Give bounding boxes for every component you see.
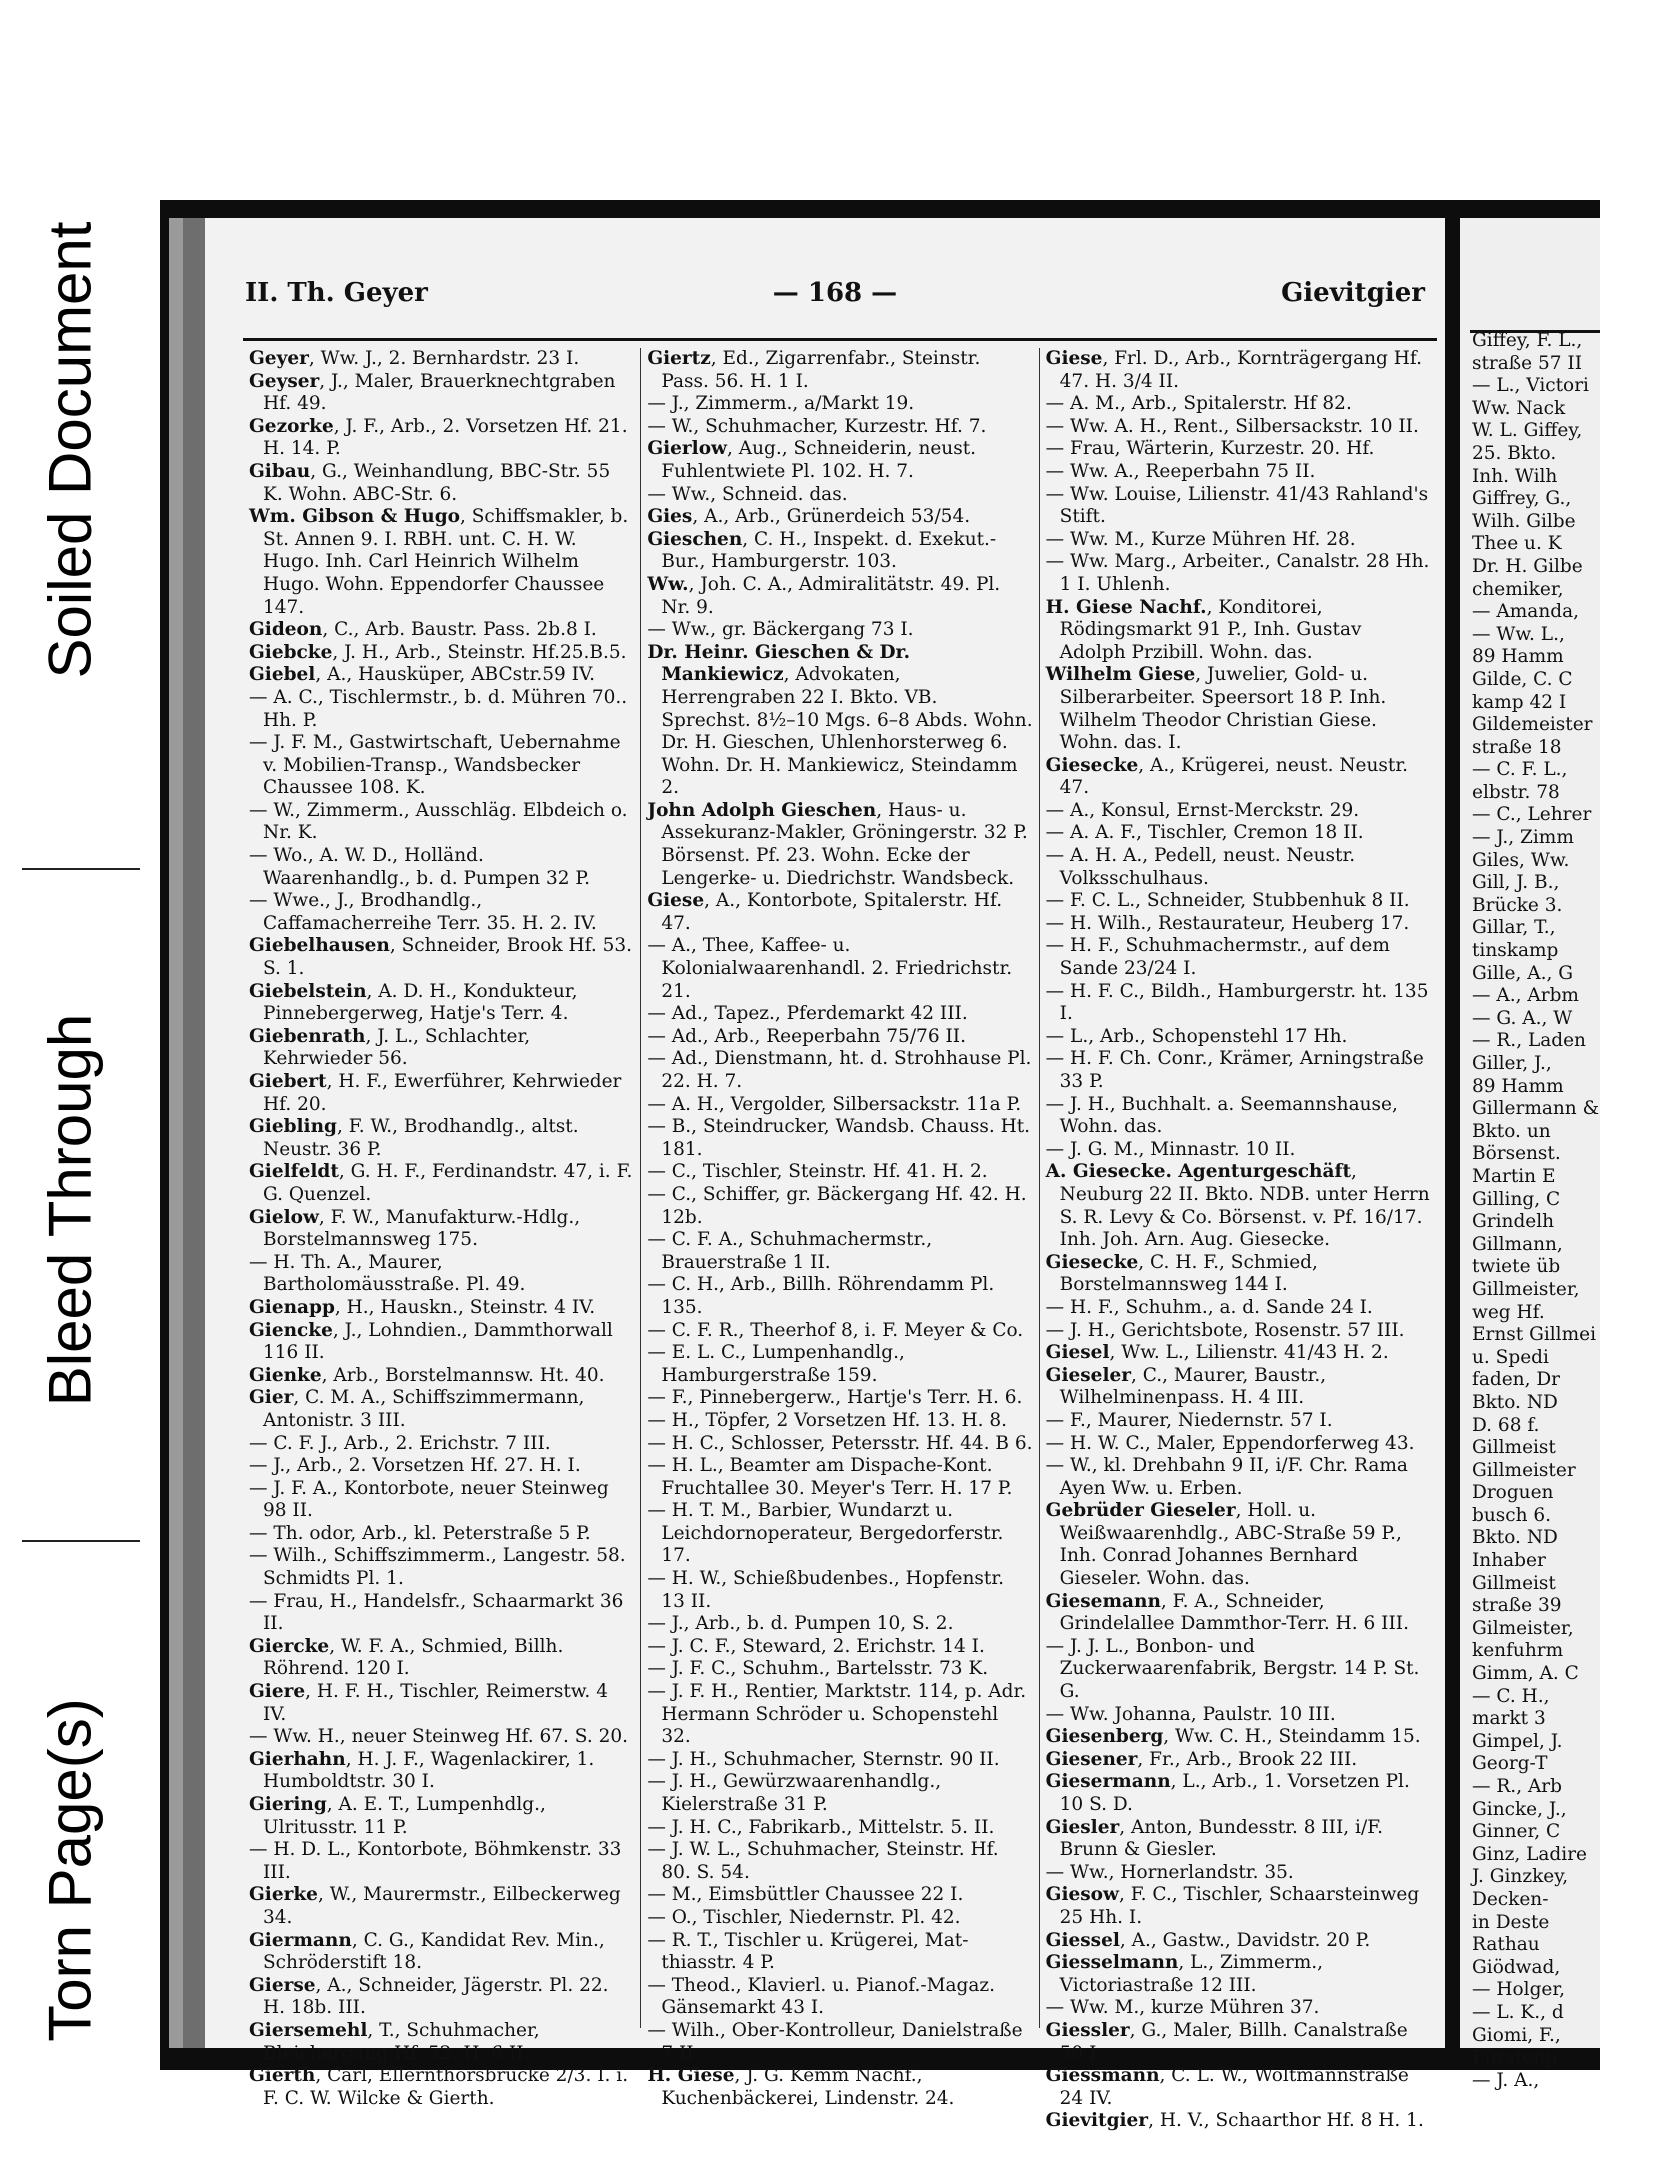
fragment-line: Inh. Wilh: [1472, 465, 1558, 487]
directory-entry: — A., Thee, Kaffee- u. Kolonialwaarenhandl. 2. Friedrichstr. 21.: [647, 935, 1013, 1002]
directory-entry: John Adolph Gieschen, Haus- u. Assekuranz-Makler, Gröningerstr. 32 P. Börsenst. Pf. 23. Wohn. Ecke der Lengerke- u. Diedrichstr. Wandsbeck.: [647, 799, 1028, 889]
adjacent-column: [1472, 330, 1672, 2092]
fragment-line: twiete üb: [1472, 1256, 1561, 1278]
stamp-divider: [22, 868, 140, 870]
directory-entry: — C. H., Arb., Billh. Röhrendamm Pl. 135.: [647, 1274, 995, 1318]
directory-entry: Giertz, Ed., Zigarrenfabr., Steinstr. Pass. 56. H. 1 I.: [647, 348, 981, 392]
fragment-line: Giödwad,: [1472, 1956, 1561, 1978]
fragment-line: — L., Victori: [1472, 375, 1589, 397]
fragment-line: — Amanda,: [1472, 601, 1579, 623]
fragment-line: D. 68 f.: [1472, 1414, 1540, 1436]
directory-entry: — J. C. F., Steward, 2. Erichstr. 14 I.: [647, 1635, 985, 1657]
directory-entry: Gies, A., Arb., Grünerdeich 53/54.: [647, 506, 971, 528]
fragment-line: Ww. Nack: [1472, 397, 1566, 419]
fragment-line: Gill, J. B.,: [1472, 872, 1560, 894]
fragment-line: straße 57 II: [1472, 352, 1583, 374]
fragment-line: Bkto. ND: [1472, 1391, 1558, 1413]
directory-entry: — J. H., Gewürzwaarenhandlg., Kielerstraße 31 P.: [647, 1771, 942, 1815]
directory-entry: — J. H., Buchhalt. a. Seemannshause, Wohn. das.: [1045, 1093, 1398, 1138]
fragment-line: elbstr. 78: [1472, 781, 1560, 803]
fragment-line: Gincke, J.,: [1472, 1798, 1567, 1820]
directory-entry: A. Giesecke. Agenturgeschäft, Neuburg 22 II. Bkto. NDB. unter Herrn S. R. Levy & Co. Börsenst. v. Pf. 16/17. Inh. Joh. Arn. Aug. Giesecke.: [1045, 1161, 1430, 1251]
fragment-line: Gillar, T.,: [1472, 917, 1556, 939]
fragment-line: Giles, Ww.: [1472, 849, 1570, 871]
directory-entry: — H. L., Beamter am Dispache-Kont. Fruchtallee 30. Meyer's Terr. H. 17 P.: [647, 1455, 1013, 1499]
directory-entry: — B., Steindrucker, Wandsb. Chauss. Ht. 181.: [647, 1116, 1031, 1160]
fragment-line: in Deste: [1472, 1911, 1550, 1933]
directory-entry: — C., Schiffer, gr. Bäckergang Hf. 42. H. 12b.: [647, 1183, 1027, 1228]
directory-entry: — H. F. C., Bildh., Hamburgerstr. ht. 135 I.: [1045, 980, 1429, 1025]
running-head-left: II. Th. Geyer: [245, 278, 428, 308]
directory-entry: Gierth, Carl, Ellernthorsbrücke 2/3. I. i. F. C. W. Wilcke & Gierth.: [249, 2065, 629, 2109]
fragment-line: Giffey, F. L.,: [1472, 330, 1583, 351]
fragment-line: Gillmeister,: [1472, 1278, 1580, 1300]
directory-entry: — H. Th. A., Maurer, Bartholomäusstraße. Pl. 49.: [249, 1251, 526, 1296]
fragment-line: J. Ginzkey,: [1472, 1866, 1569, 1888]
stamp-divider: [22, 1540, 140, 1542]
directory-entry: Giebling, F. W., Brodhandlg., altst. Neustr. 36 P.: [249, 1116, 579, 1160]
directory-entry: Giese, Frl. D., Arb., Kornträgergang Hf. 47. H. 3/4 II.: [1045, 348, 1422, 392]
directory-entry: — J., Arb., b. d. Pumpen 10, S. 2.: [647, 1613, 954, 1635]
directory-entry: — R. T., Tischler u. Krügerei, Mat-thiasstr. 4 P.: [647, 1929, 969, 1974]
fragment-line: u. Spedi: [1472, 1346, 1549, 1368]
fragment-line: Droguen: [1472, 1482, 1554, 1504]
directory-entry: — Ad., Tapez., Pferdemarkt 42 III.: [647, 1003, 968, 1025]
directory-entry: Giebelstein, A. D. H., Kondukteur, Pinnebergerweg, Hatje's Terr. 4.: [249, 980, 578, 1025]
fragment-line: Bkto. un: [1472, 1120, 1551, 1142]
directory-entry: — H. W., Schießbudenbes., Hopfenstr. 13 II.: [647, 1568, 1005, 1612]
fragment-line: Börsenst.: [1472, 1143, 1561, 1165]
directory-entry: Dr. Heinr. Gieschen & Dr. Mankiewicz, Advokaten, Herrengraben 22 I. Bkto. VB. Sprechst. 8½–10 Mgs. 6–8 Abds. Wohn. Dr. H. Gieschen, Uhlenhorsterweg 6. Wohn. Dr. H. Mankiewicz, Steindamm 2.: [647, 641, 1033, 799]
directory-entry: — A. M., Arb., Spitalerstr. Hf 82.: [1045, 393, 1352, 415]
directory-entry: Gebrüder Gieseler, Holl. u. Weißwaarenhdlg., ABC-Straße 59 P., Inh. Conrad Johannes Bernhard Gieseler. Wohn. das.: [1045, 1500, 1402, 1590]
directory-entry: — J. G. M., Minnastr. 10 II.: [1045, 1138, 1296, 1160]
directory-entry: Gieschen, C. H., Inspekt. d. Exekut.-Bur., Hamburgerstr. 103.: [647, 528, 997, 573]
directory-entry: Giebelhausen, Schneider, Brook Hf. 53. S. 1.: [249, 935, 633, 980]
fragment-line: Rathau: [1472, 1934, 1540, 1956]
directory-entry: Giesenberg, Ww. C. H., Steindamm 15.: [1045, 1726, 1421, 1748]
directory-entry: — C. F. J., Arb., 2. Erichstr. 7 III.: [249, 1432, 551, 1454]
running-head-right: Gievitgier: [1281, 278, 1425, 308]
adjacent-page-fragment: [1460, 218, 1600, 2091]
directory-entry: Wilhelm Giese, Juwelier, Gold- u. Silberarbeiter. Speersort 18 P. Inh. Wilhelm Theodor Christian Giese. Wohn. das. I.: [1045, 664, 1387, 754]
condition-stamps: [0, 0, 140, 2177]
directory-entry: — Wilh., Schiffszimmerm., Langestr. 58. Schmidts Pl. 1.: [249, 1545, 626, 1590]
directory-entry: Gielfeldt, G. H. F., Ferdinandstr. 47, i. F. G. Quenzel.: [249, 1161, 633, 1205]
directory-entry: — J. F. H., Rentier, Marktstr. 114, p. Adr. Hermann Schröder u. Schopenstehl 32.: [647, 1681, 1027, 1748]
fragment-line: — A., Arbm: [1472, 985, 1579, 1007]
directory-entry: — F. C. L., Schneider, Stubbenhuk 8 II.: [1045, 890, 1410, 912]
fragment-line: Inhaber: [1472, 1550, 1546, 1572]
fragment-line: Ginner, C: [1472, 1821, 1561, 1843]
directory-entry: — O., Tischler, Niedernstr. Pl. 42.: [647, 1906, 961, 1928]
fragment-line: 25. Bkto.: [1472, 442, 1557, 464]
fragment-line: Brücke 3.: [1472, 894, 1563, 916]
directory-entry: — H. W. C., Maler, Eppendorferweg 43.: [1045, 1432, 1415, 1454]
fragment-line: Decken-: [1472, 1888, 1549, 1910]
directory-entry: Geyser, J., Maler, Brauerknechtgraben Hf. 49.: [249, 370, 616, 415]
fragment-line: — Ww. L.,: [1472, 623, 1565, 645]
directory-entry: — W., kl. Drehbahn 9 II, i/F. Chr. Rama Ayen Ww. u. Erben.: [1045, 1455, 1408, 1499]
directory-entry: — Ww., Hornerlandstr. 35.: [1045, 1861, 1294, 1883]
fragment-line: kenfuhrm: [1472, 1640, 1564, 1662]
directory-entry: Giessel, A., Gastw., Davidstr. 20 P.: [1045, 1929, 1371, 1951]
directory-entry: Geyer, Ww. J., 2. Bernhardstr. 23 I.: [249, 348, 580, 369]
page-number: — 168 —: [772, 278, 898, 308]
fragment-line: — C. F. L.,: [1472, 759, 1568, 781]
directory-entry: — H. T. M., Barbier, Wundarzt u. Leichdornoperateur, Bergedorferstr. 17.: [647, 1500, 1004, 1567]
directory-entry: Gierse, A., Schneider, Jägerstr. Pl. 22. H. 18b. III.: [249, 1974, 609, 2019]
page-header: [245, 278, 1425, 328]
fragment-line: chemiker,: [1472, 578, 1564, 600]
fragment-line: faden, Dr: [1472, 1369, 1561, 1391]
directory-entry: Giere, H. F. H., Tischler, Reimerstw. 4 IV.: [249, 1681, 608, 1725]
directory-entry: Gezorke, J. F., Arb., 2. Vorsetzen Hf. 21. H. 14. P.: [249, 415, 628, 460]
column-2: [641, 348, 1039, 2109]
directory-entry: — H. C., Schlosser, Petersstr. Hf. 44. B 6.: [647, 1432, 1033, 1454]
directory-page: [205, 218, 1445, 2132]
directory-entry: — J. H. C., Fabrikarb., Mittelstr. 5. II.: [647, 1816, 995, 1838]
fragment-line: — R., Arb: [1472, 1776, 1562, 1797]
fragment-line: Grindelh: [1472, 1211, 1555, 1233]
fragment-line: Giffrey, G.,: [1472, 488, 1572, 510]
directory-entry: Gieseler, C., Maurer, Baustr., Wilhelminenpass. H. 4 III.: [1045, 1364, 1327, 1409]
directory-entry: — F., Pinnebergerw., Hartje's Terr. H. 6.: [647, 1387, 1023, 1409]
directory-entry: Giermann, C. G., Kandidat Rev. Min., Schröderstift 18.: [249, 1929, 605, 1974]
directory-entry: Gibau, G., Weinhandlung, BBC-Str. 55 K. Wohn. ABC-Str. 6.: [249, 460, 611, 505]
directory-entry: — E. L. C., Lumpenhandlg., Hamburgerstraße 159.: [647, 1342, 905, 1386]
directory-entry: Giesecke, A., Krügerei, neust. Neustr. 47.: [1045, 754, 1409, 799]
directory-entry: Giesemann, F. A., Schneider, Grindelallee Dammthor-Terr. H. 6 III.: [1045, 1590, 1409, 1635]
directory-entry: — J. J. L., Bonbon- und Zuckerwaarenfabrik, Bergstr. 14 P. St. G.: [1045, 1635, 1420, 1703]
directory-entry: Giessler, G., Maler, Billh. Canalstraße 50 I.: [1045, 2019, 1408, 2064]
directory-entry: — A. C., Tischlermstr., b. d. Mühren 70.. Hh. P.: [249, 686, 628, 731]
fragment-line: Thee u. K: [1472, 533, 1562, 555]
directory-entry: Giebcke, J. H., Arb., Steinstr. Hf.25.B.5.: [249, 641, 627, 663]
directory-entry: H. Giese Nachf., Konditorei, Rödingsmarkt 91 P., Inh. Gustav Adolph Przibill. Wohn. das.: [1045, 596, 1362, 663]
fragment-line: — Holger,: [1472, 1979, 1566, 2001]
directory-entry: Giercke, W. F. A., Schmied, Billh. Röhrend. 120 I.: [249, 1635, 564, 1680]
directory-entry: — C., Tischler, Steinstr. Hf. 41. H. 2.: [647, 1161, 988, 1183]
directory-entry: — Ww. A. H., Rent., Silbersackstr. 10 II.: [1045, 415, 1419, 437]
directory-entry: — J. F. C., Schuhm., Bartelsstr. 73 K.: [647, 1658, 989, 1680]
fragment-line: Gilde, C. C: [1472, 668, 1573, 690]
directory-entry: Giebenrath, J. L., Schlachter, Kehrwieder 56.: [249, 1025, 531, 1070]
directory-entry: Giesecke, C. H. F., Schmied, Borstelmannsweg 144 I.: [1045, 1251, 1318, 1296]
directory-entry: Giesler, Anton, Bundesstr. 8 III, i/F. Brunn & Giesler.: [1045, 1816, 1384, 1861]
directory-entry: — Wo., A. W. D., Holländ. Waarenhandlg., b. d. Pumpen 32 P.: [249, 845, 590, 889]
directory-entry: Gideon, C., Arb. Baustr. Pass. 2b.8 I.: [249, 619, 597, 641]
fragment-line: Gillmeister: [1472, 1459, 1576, 1481]
fragment-line: — G. A., W: [1472, 1007, 1573, 1029]
directory-entry: Giesow, F. C., Tischler, Schaarsteinweg 25 Hh. I.: [1045, 1884, 1420, 1928]
directory-entry: Gievitgier, H. V., Schaarthor Hf. 8 H. 1.: [1045, 2110, 1424, 2132]
directory-entry: — Frau, H., Handelsfr., Schaarmarkt 36 II.: [249, 1590, 624, 1635]
directory-entry: — A. H., Vergolder, Silbersackstr. 11a P.: [647, 1093, 1022, 1115]
directory-entry: Giencke, J., Lohndien., Dammthorwall 116 II.: [249, 1319, 613, 1364]
fragment-line: Ginz, Ladire: [1472, 1843, 1587, 1865]
directory-entry: — J. F. A., Kontorbote, neuer Steinweg 98 II.: [249, 1477, 609, 1522]
fragment-line: straße 18: [1472, 736, 1562, 758]
directory-entry: — Ww., Schneid. das.: [647, 483, 848, 505]
fragment-line: 89 Hamm: [1472, 1075, 1564, 1097]
fragment-line: W. L. Giffey,: [1472, 420, 1583, 442]
header-rule: [243, 338, 1437, 341]
directory-entry: — F., Maurer, Niedernstr. 57 I.: [1045, 1409, 1333, 1431]
directory-entry: Gienapp, H., Hauskn., Steinstr. 4 IV.: [249, 1296, 596, 1318]
directory-entry: Gier, C. M. A., Schiffszimmermann, Antonistr. 3 III.: [249, 1387, 585, 1431]
directory-entry: Giesener, Fr., Arb., Brook 22 III.: [1045, 1748, 1358, 1770]
directory-entry: — A. A. F., Tischler, Cremon 18 II.: [1045, 822, 1364, 844]
directory-entry: — J., Arb., 2. Vorsetzen Hf. 27. H. I.: [249, 1455, 581, 1477]
directory-entry: — Ad., Arb., Reeperbahn 75/76 II.: [647, 1025, 966, 1047]
fragment-line: — L. K., d: [1472, 2001, 1564, 2023]
directory-entry: Giersemehl, T., Schuhmacher, Bleichergang Hf. 52. H. 6 II.: [249, 2019, 540, 2064]
directory-entry: — H. Wilh., Restaurateur, Heuberg 17.: [1045, 912, 1410, 934]
directory-entry: Giering, A. E. T., Lumpenhdlg., Ulritusstr. 11 P.: [249, 1794, 546, 1838]
directory-entry: — A., Konsul, Ernst-Merckstr. 29.: [1045, 799, 1360, 821]
fragment-line: straße 39: [1472, 1595, 1562, 1617]
fragment-line: Fürstenp: [1472, 2047, 1558, 2069]
fragment-line: Georg-T: [1472, 1753, 1548, 1775]
directory-entry: — L., Arb., Schopenstehl 17 Hh.: [1045, 1025, 1348, 1047]
fragment-line: Gimm, A. C: [1472, 1663, 1579, 1685]
entry-columns: [243, 348, 1437, 2132]
directory-entry: — H. F. Ch. Conr., Krämer, Arningstraße 33 P.: [1045, 1048, 1424, 1092]
directory-entry: Gierke, W., Maurermstr., Eilbeckerweg 34.: [249, 1884, 621, 1928]
fragment-line: Dr. H. Gilbe: [1472, 555, 1583, 577]
fragment-line: — C. H.,: [1472, 1685, 1550, 1707]
fragment-line: Bkto. ND: [1472, 1527, 1558, 1549]
directory-entry: — Ww. M., Kurze Mühren Hf. 28.: [1045, 528, 1356, 550]
fragment-line: Gimpel, J.: [1472, 1730, 1563, 1752]
fragment-line: markt 3: [1472, 1708, 1546, 1730]
fragment-line: Gillermann &: [1472, 1098, 1600, 1120]
directory-entry: Ww., Joh. C. A., Admiralitätstr. 49. Pl. Nr. 9.: [647, 573, 1001, 618]
column-3: [1040, 348, 1437, 2132]
directory-entry: — J. F. M., Gastwirtschaft, Uebernahme v. Mobilien-Transp., Wandsbecker Chaussee 108. K.: [249, 732, 621, 799]
torn-pages-label: Torn Page(s): [36, 1698, 104, 2042]
fragment-line: Gilmeister,: [1472, 1617, 1574, 1639]
fragment-line: — J., Zimm: [1472, 827, 1574, 849]
directory-entry: — Wilh., Ober-Kontrolleur, Danielstraße 7 II.: [647, 2019, 1023, 2064]
directory-entry: — J. H., Gerichtsbote, Rosenstr. 57 III.: [1045, 1319, 1405, 1341]
directory-entry: Gierhahn, H. J. F., Wagenlackirer, 1. Humboldtstr. 30 I.: [249, 1748, 595, 1793]
directory-entry: — H. F., Schuhmachermstr., auf dem Sande 23/24 I.: [1045, 935, 1390, 980]
column-1: [243, 348, 641, 2109]
directory-entry: — Wwe., J., Brodhandlg., Caffamacherreihe Terr. 35. H. 2. IV.: [249, 890, 597, 934]
directory-entry: Giessmann, C. L. W., Woltmannstraße 24 IV.: [1045, 2065, 1409, 2109]
fragment-line: weg Hf.: [1472, 1301, 1545, 1323]
directory-entry: — Ww. H., neuer Steinweg Hf. 67. S. 20.: [249, 1726, 628, 1748]
fragment-line: kamp 42 I: [1472, 691, 1567, 713]
fragment-line: Gilling, C: [1472, 1188, 1561, 1210]
directory-entry: — W., Zimmerm., Ausschläg. Elbdeich o. Nr. K.: [249, 799, 628, 844]
fragment-line: Gillmeist: [1472, 1437, 1556, 1459]
directory-entry: — Ww., gr. Bäckergang 73 I.: [647, 619, 914, 641]
fragment-line: — R., Laden: [1472, 1030, 1586, 1052]
fragment-line: Ernst Gillmei: [1472, 1324, 1597, 1346]
directory-entry: Gienke, Arb., Borstelmannsw. Ht. 40.: [249, 1364, 605, 1386]
directory-entry: — Frau, Wärterin, Kurzestr. 20. Hf.: [1045, 438, 1375, 460]
directory-entry: — H., Töpfer, 2 Vorsetzen Hf. 13. H. 8.: [647, 1409, 1008, 1431]
fragment-line: — J. A.,: [1472, 2069, 1540, 2091]
fragment-line: Giller, J.,: [1472, 1053, 1552, 1074]
directory-entry: — C. F. R., Theerhof 8, i. F. Meyer & Co.: [647, 1319, 1024, 1341]
directory-entry: Gierlow, Aug., Schneiderin, neust. Fuhlentwiete Pl. 102. H. 7.: [647, 438, 977, 482]
directory-entry: — Ad., Dienstmann, ht. d. Strohhause Pl. 22. H. 7.: [647, 1048, 1032, 1092]
fragment-line: Gillmeist: [1472, 1572, 1556, 1594]
directory-entry: — H. F., Schuhm., a. d. Sande 24 I.: [1045, 1296, 1373, 1318]
directory-entry: — Ww. Louise, Lilienstr. 41/43 Rahland's Stift.: [1045, 483, 1429, 528]
directory-entry: — H. D. L., Kontorbote, Böhmkenstr. 33 III.: [249, 1839, 622, 1883]
directory-entry: — W., Schuhmacher, Kurzestr. Hf. 7.: [647, 415, 987, 437]
directory-entry: — Ww. M., kurze Mühren 37.: [1045, 1997, 1320, 2019]
fragment-line: Gillmann,: [1472, 1233, 1563, 1255]
fragment-line: Martin E: [1472, 1165, 1556, 1187]
directory-entry: Giesselmann, L., Zimmerm., Victoriastraße 12 III.: [1045, 1952, 1323, 1996]
directory-entry: — M., Eimsbüttler Chaussee 22 I.: [647, 1884, 964, 1906]
directory-entry: Gielow, F. W., Manufakturw.-Hdlg., Borstelmannsweg 175.: [249, 1206, 581, 1251]
fragment-line: — C., Lehrer: [1472, 804, 1592, 826]
directory-entry: — J. H., Schuhmacher, Sternstr. 90 II.: [647, 1748, 1000, 1770]
directory-entry: — J. W. L., Schuhmacher, Steinstr. Hf. 80. S. 54.: [647, 1839, 999, 1883]
directory-entry: Giebel, A., Hausküper, ABCstr.59 IV.: [249, 664, 595, 686]
fragment-line: Gildemeister: [1472, 714, 1593, 736]
directory-entry: — Th. odor, Arb., kl. Peterstraße 5 P.: [249, 1522, 591, 1544]
soiled-document-label: Soiled Document: [36, 221, 104, 679]
fragment-line: 89 Hamm: [1472, 646, 1564, 668]
directory-entry: Giebert, H. F., Ewerführer, Kehrwieder Hf. 20.: [249, 1071, 622, 1115]
fragment-line: Wilh. Gilbe: [1472, 510, 1576, 532]
directory-entry: — C. F. A., Schuhmachermstr., Brauerstraße 1 II.: [647, 1229, 933, 1273]
directory-entry: Wm. Gibson & Hugo, Schiffsmakler, b. St. Annen 9. I. RBH. unt. C. H. W. Hugo. Inh. Carl Heinrich Wilhelm Hugo. Wohn. Eppendorfer Chaussee 147.: [249, 506, 629, 618]
directory-entry: Giesel, Ww. L., Lilienstr. 41/43 H. 2.: [1045, 1342, 1389, 1364]
directory-entry: — J., Zimmerm., a/Markt 19.: [647, 393, 915, 415]
directory-entry: — Theod., Klavierl. u. Pianof.-Magaz. Gänsemarkt 43 I.: [647, 1974, 996, 2019]
directory-entry: Giese, A., Kontorbote, Spitalerstr. Hf. 47.: [647, 890, 1003, 934]
directory-entry: — A. H. A., Pedell, neust. Neustr. Volksschulhaus.: [1045, 845, 1356, 889]
directory-entry: Giesermann, L., Arb., 1. Vorsetzen Pl. 10 S. D.: [1045, 1771, 1410, 1815]
directory-entry: H. Giese, J. G. Kemm Nachf., Kuchenbäckerei, Lindenstr. 24.: [647, 2065, 955, 2109]
bleed-through-label: Bleed Through: [36, 1013, 104, 1407]
fragment-line: tinskamp: [1472, 940, 1559, 962]
fragment-line: Giomi, F.,: [1472, 2024, 1561, 2046]
directory-entry: — Ww. Johanna, Paulstr. 10 III.: [1045, 1703, 1336, 1725]
fragment-line: busch 6.: [1472, 1504, 1552, 1526]
directory-entry: — Ww. A., Reeperbahn 75 II.: [1045, 460, 1316, 482]
fragment-line: Gille, A., G: [1472, 962, 1574, 984]
directory-entry: — Ww. Marg., Arbeiter., Canalstr. 28 Hh. 1 I. Uhlenh.: [1045, 551, 1430, 595]
